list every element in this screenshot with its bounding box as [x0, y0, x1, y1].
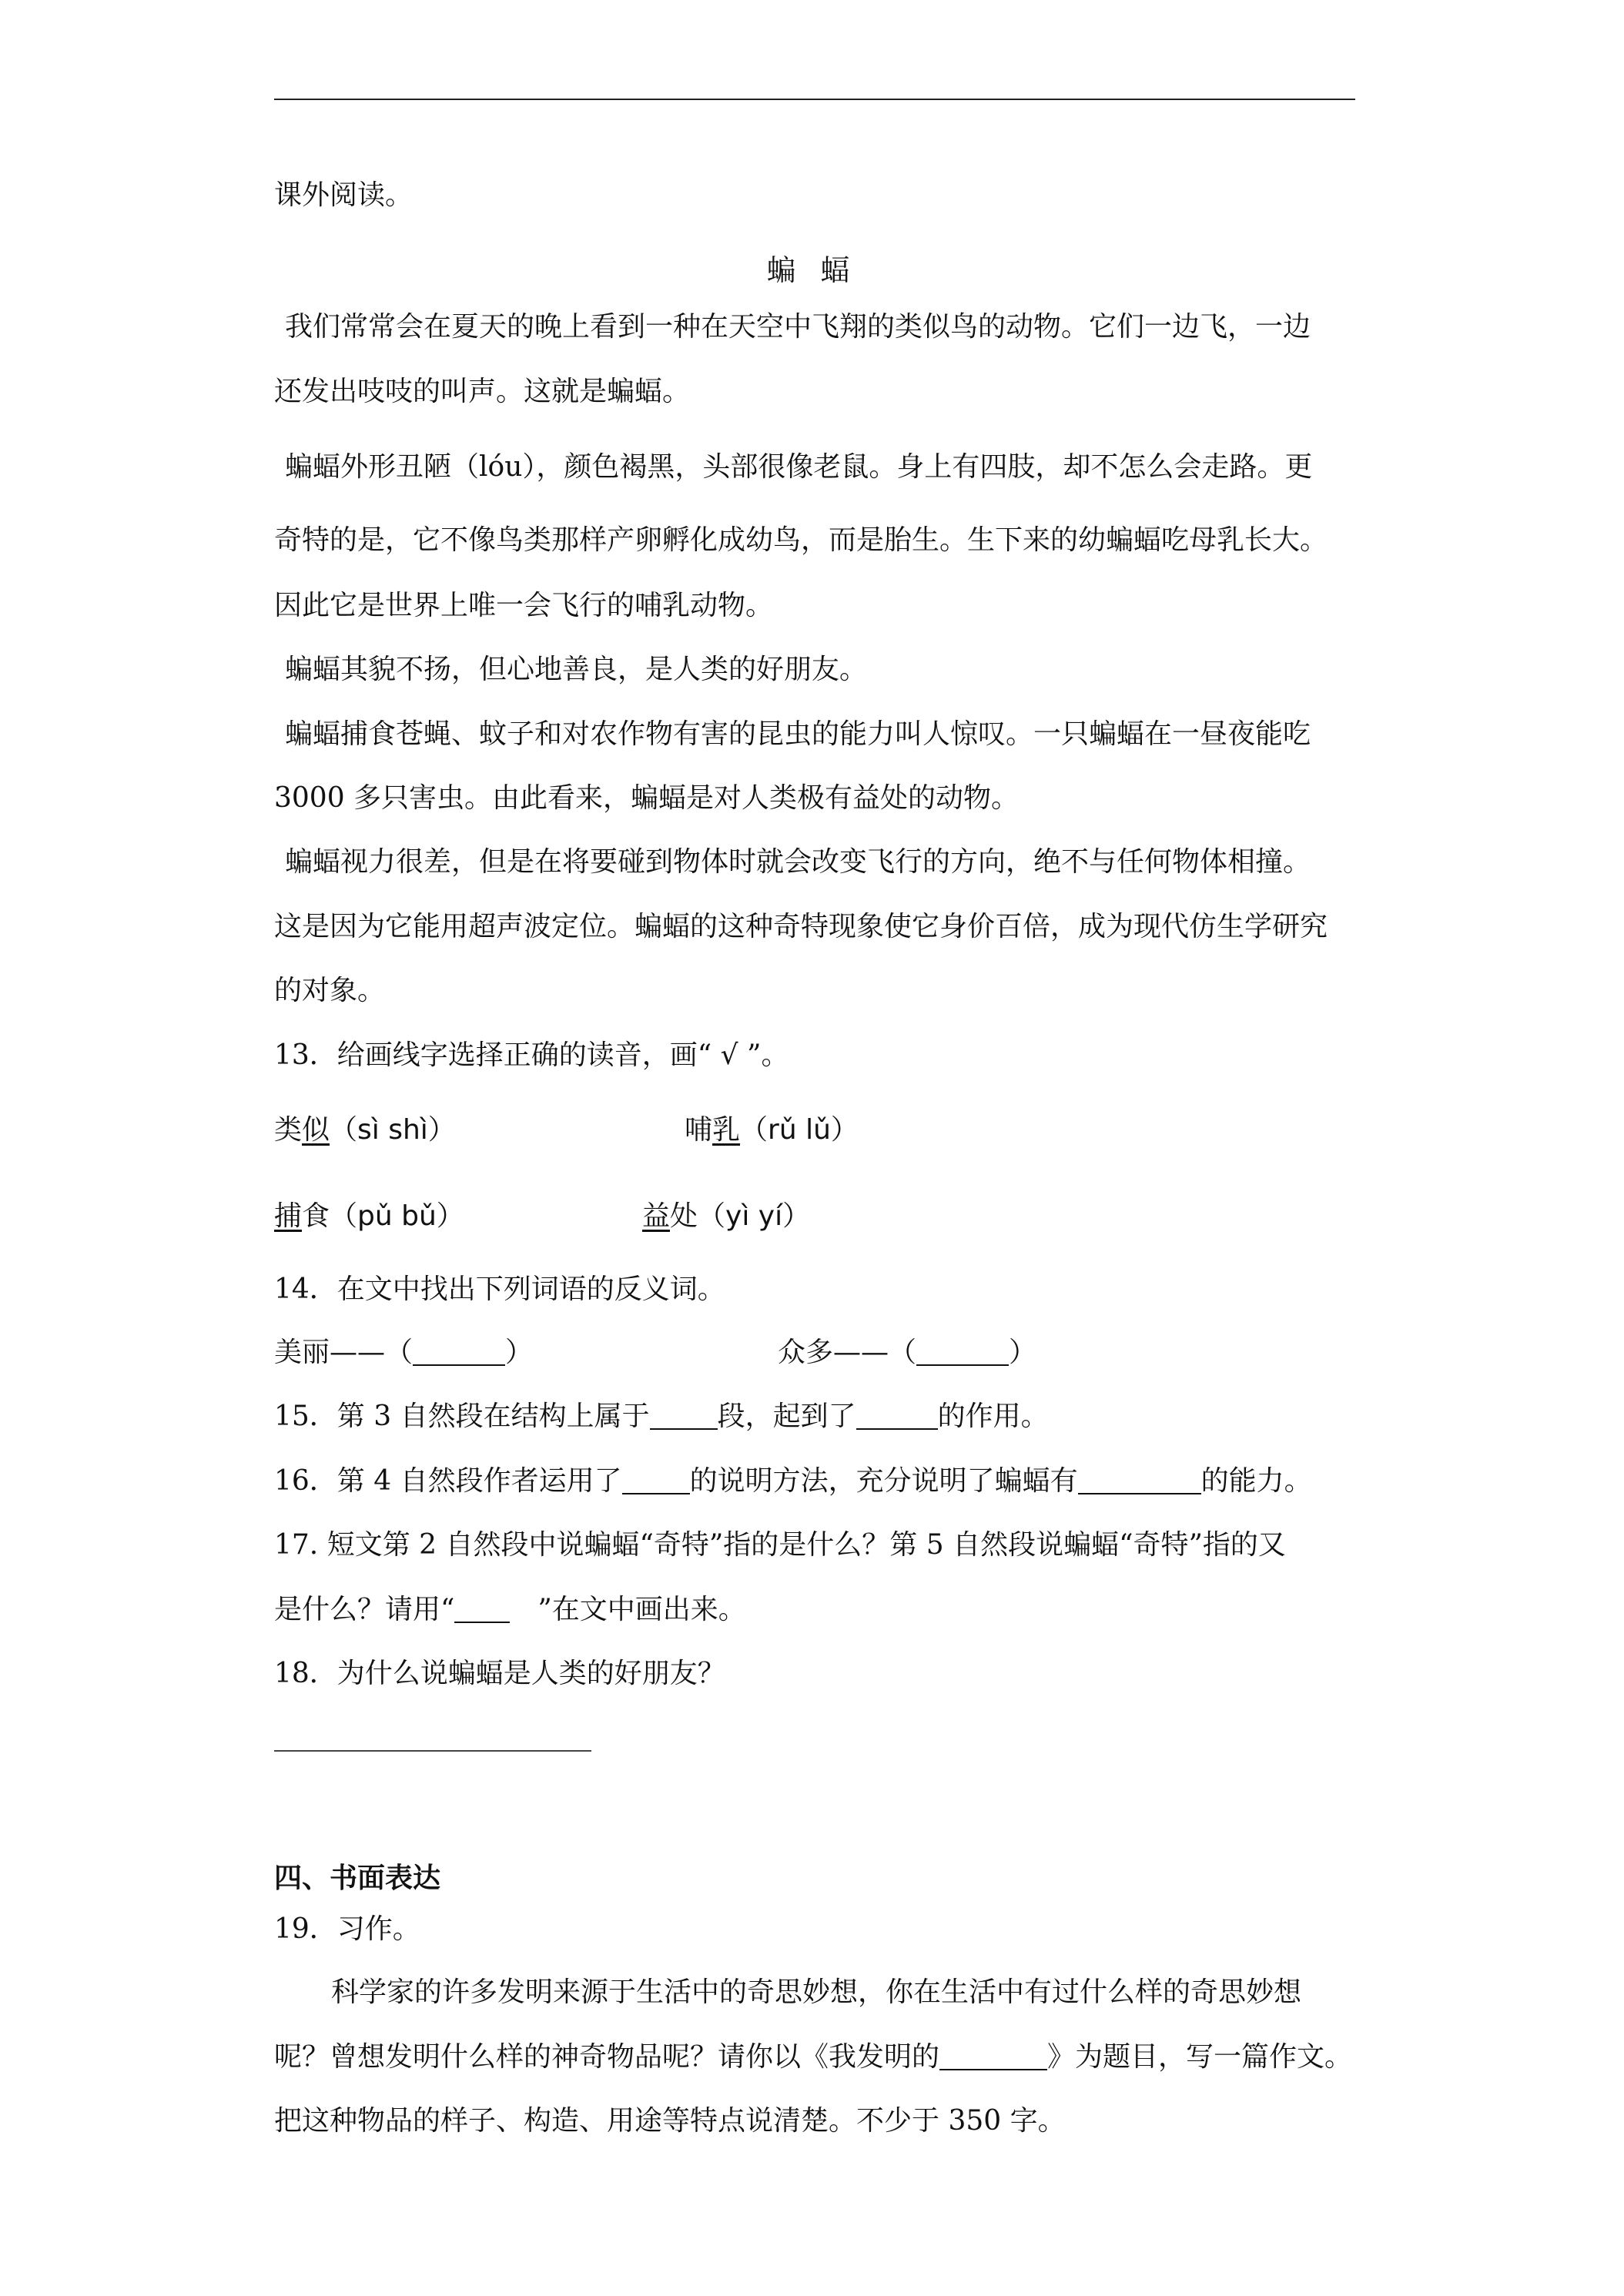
q17-text-post: ”在文中画出来。	[537, 1594, 746, 1625]
q15-blank-2[interactable]	[856, 1401, 938, 1430]
question-16	[274, 1464, 1360, 1498]
section-intro: 课外阅读。	[274, 179, 414, 211]
q13-item-b	[685, 1113, 1070, 1146]
q19-text-pre: 呢？曾想发明什么样的神奇物品呢？请你以《我发明的	[274, 2041, 940, 2073]
q16-blank-2[interactable]	[1078, 1465, 1201, 1494]
q19-text-post: 》为题目，写一篇作文。	[1047, 2041, 1353, 2073]
q13-item-d	[642, 1200, 1027, 1233]
passage-line: 的对象。	[274, 975, 386, 1006]
q13-a-underlined-char: 似	[302, 1114, 330, 1146]
question-13-stem: 13．给画线字选择正确的读音，画“ √ ”。	[274, 1039, 789, 1071]
question-17-line-2	[274, 1593, 1360, 1626]
passage-line: 蝙蝠其貌不扬，但心地善良，是人类的好朋友。	[285, 654, 868, 685]
q13-d-pinyin[interactable]: （yì yí）	[698, 1200, 811, 1232]
q14-item-b	[778, 1336, 1240, 1369]
passage-line: 3000 多只害虫。由此看来，蝙蝠是对人类极有益处的动物。	[274, 782, 1020, 814]
q19-prompt-line-2	[274, 2040, 1360, 2073]
q13-a-char: 类	[274, 1114, 303, 1146]
passage-line: 蝙蝠捕食苍蝇、蚊子和对农作物有害的昆虫的能力叫人惊叹。一只蝙蝠在一昼夜能吃	[285, 718, 1311, 750]
q19-title-blank[interactable]	[939, 2041, 1047, 2070]
q13-c-pinyin[interactable]: （pǔ bǔ）	[330, 1200, 464, 1232]
q16-text-pre: 16．第 4 自然段作者运用了	[274, 1465, 622, 1497]
q16-text-mid: 的说明方法，充分说明了蝙蝠有	[689, 1465, 1078, 1497]
passage-line: 蝙蝠视力很差，但是在将要碰到物体时就会改变飞行的方向，绝不与任何物体相撞。	[285, 846, 1311, 878]
q15-text-mid: 段，起到了	[717, 1401, 856, 1432]
q13-d-underlined-char: 益	[642, 1200, 671, 1232]
q18-answer-line[interactable]	[274, 1750, 591, 1752]
passage-line: 我们常常会在夏天的晚上看到一种在天空中飞翔的类似鸟的动物。它们一边飞，一边	[285, 311, 1311, 343]
q15-text-post: 的作用。	[937, 1401, 1049, 1432]
q17-underline-sample	[454, 1594, 510, 1623]
q13-a-pinyin[interactable]: （sì shì）	[330, 1114, 456, 1146]
q13-item-c	[274, 1200, 659, 1233]
q14-b-close: ）	[1009, 1337, 1037, 1368]
q13-c-underlined-char: 捕	[274, 1200, 303, 1232]
q14-a-close: ）	[505, 1337, 534, 1368]
passage-title	[0, 246, 1624, 289]
question-18-stem: 18．为什么说蝙蝠是人类的好朋友？	[274, 1658, 725, 1689]
q13-item-a	[274, 1113, 659, 1146]
passage-line: 蝙蝠外形丑陋（lóu），颜色褐黑，头部很像老鼠。身上有四肢，却不怎么会走路。更	[285, 451, 1313, 483]
q13-c-char: 食	[302, 1200, 330, 1232]
q14-item-a	[274, 1336, 736, 1369]
q14-b-answer-blank[interactable]	[916, 1337, 1009, 1366]
question-15	[274, 1400, 1360, 1433]
passage-line: 还发出吱吱的叫声。这就是蝙蝠。	[274, 376, 691, 407]
question-14-stem: 14．在文中找出下列词语的反义词。	[274, 1274, 725, 1305]
q13-b-pinyin[interactable]: （rǔ lǔ）	[740, 1114, 859, 1146]
passage-title-text: 蝙 蝠	[766, 253, 858, 287]
q15-blank-1[interactable]	[650, 1401, 718, 1430]
passage-line: 这是因为它能用超声波定位。蝙蝠的这种奇特现象使它身价百倍，成为现代仿生学研究	[274, 911, 1328, 942]
q17-text-pre: 是什么？请用“	[274, 1594, 455, 1625]
q19-prompt-line-3: 把这种物品的样子、构造、用途等特点说清楚。不少于 350 字。	[274, 2105, 1066, 2137]
question-19-stem: 19．习作。	[274, 1913, 420, 1945]
q13-d-char: 处	[670, 1200, 698, 1232]
q14-b-word: 众多——（	[778, 1337, 917, 1368]
q14-a-word: 美丽——（	[274, 1337, 414, 1368]
passage-line: 奇特的是，它不像鸟类那样产卵孵化成幼鸟，而是胎生。生下来的幼蝙蝠吃母乳长大。	[274, 524, 1328, 556]
passage-line: 因此它是世界上唯一会飞行的哺乳动物。	[274, 590, 774, 621]
question-17-line-1: 17. 短文第 2 自然段中说蝙蝠“奇特”指的是什么？第 5 自然段说蝙蝠“奇特”指的又	[274, 1529, 1286, 1561]
q16-blank-1[interactable]	[622, 1465, 690, 1494]
q14-a-answer-blank[interactable]	[413, 1337, 505, 1366]
q13-b-char: 哺	[685, 1114, 713, 1146]
q16-text-post: 的能力。	[1200, 1465, 1312, 1497]
section-4-heading: 四、书面表达	[274, 1863, 441, 1894]
header-rule	[274, 99, 1355, 100]
q19-prompt-line-1: 科学家的许多发明来源于生活中的奇思妙想，你在生活中有过什么样的奇思妙想	[331, 1976, 1302, 2008]
q15-text-pre: 15．第 3 自然段在结构上属于	[274, 1401, 650, 1432]
q13-b-underlined-char: 乳	[712, 1114, 741, 1146]
